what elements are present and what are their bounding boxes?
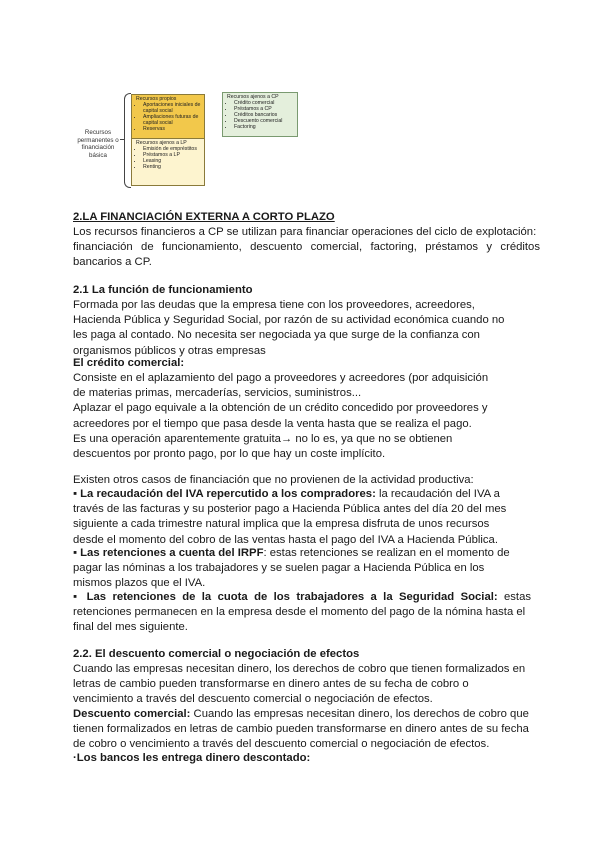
paragraph-line: Cuando las empresas necesitan dinero, los derechos de cobro que tienen formalizados en [73, 663, 526, 675]
paragraph-line: letras de cambio pueden transformarse en dinero antes de su fecha de cobro o [73, 678, 469, 691]
section-2-2-heading: 2.2. El descuento comercial o negociación de efectos [73, 648, 360, 660]
section-2-1-body [73, 298, 504, 359]
paragraph-line: acreedores por el tiempo que pasa desde la venta hasta que se realiza el pago. [73, 417, 472, 430]
paragraph-line: través de las facturas y su posterior pago a Hacienda Pública antes del día 20 del mes [73, 503, 507, 516]
section-2-body [73, 225, 540, 271]
paragraph-line: Hacienda Pública y Seguridad Social, por razón de su actividad económica cuando no [73, 314, 505, 327]
paragraph-line: les paga al contado. No necesita ser negociada ya que surge de la confianza con [73, 329, 480, 342]
paragraph-line: Es una operación aparentemente gratuita→ no lo es, ya que no se obtienen [73, 432, 453, 445]
credit-body [73, 371, 488, 462]
banks-discount-heading: ·Los bancos les entrega dinero descontado: [73, 752, 311, 764]
paragraph-line: Formada por las deudas que la empresa tiene con los proveedores, acreedores, [73, 299, 475, 311]
paragraph-line: vencimiento a través del descuento comercial o negociación de efectos. [73, 693, 433, 706]
paragraph-line: desde el momento del cobro de las ventas hasta el pago del IVA a Hacienda Pública. [73, 533, 498, 546]
paragraph-line: descuentos por pronto pago, por lo que hay un coste implícito. [73, 448, 386, 461]
section-2-heading: 2.LA FINANCIACIÓN EXTERNA A CORTO PLAZO [73, 211, 335, 223]
iva-paragraph [73, 487, 506, 548]
paragraph-line [73, 707, 529, 722]
section-2-2-body [73, 662, 525, 708]
credit-heading: El crédito comercial: [73, 357, 185, 369]
discount-bold-label: Descuento comercial: [73, 708, 191, 720]
paragraph-line: final del mes siguiente. [73, 621, 188, 634]
iva-inline-text: la recaudación del IVA a [375, 488, 500, 500]
other-financing-intro: Existen otros casos de financiación que no provienen de la actividad productiva: [73, 474, 474, 486]
ss-paragraph [73, 590, 531, 636]
ss-inline-text: estas [497, 591, 531, 603]
diagram-brace [124, 93, 131, 188]
paragraph-line [73, 590, 531, 605]
paragraph-line [73, 487, 506, 502]
paragraph-line: organismos públicos y otras empresas [73, 344, 266, 357]
financing-diagram [0, 0, 600, 200]
section-2-1-heading: 2.1 La función de funcionamiento [73, 284, 253, 296]
cp-resources-box: Recursos ajenos a CP • Crédito comercial • Préstamos a CP • Créditos bancarios • Descuento comercial • Factoring [222, 92, 298, 137]
paragraph-line: retenciones permanecen en la empresa desde el momento del pago de la nómina hasta el [73, 606, 526, 619]
paragraph-line: Los recursos financieros a CP se utilizan para financiar operaciones del ciclo de explotación: [73, 226, 537, 238]
paragraph-line: Aplazar el pago equivale a la obtención de un crédito concedido por proveedores y [73, 402, 488, 415]
irpf-paragraph [73, 546, 510, 592]
paragraph-line [73, 546, 510, 561]
diagram-left-label: Recursos permanentes o financiación básica [77, 129, 119, 159]
paragraph-line: de materias primas, mercaderías, servicios, suministros... [73, 387, 362, 400]
paragraph-line: pagar las nóminas a los trabajadores y se suelen pagar a Hacienda Pública en los [73, 562, 485, 575]
ss-bold-label: ▪ Las retenciones de la cuota de los trabajadores a la Seguridad Social: [73, 591, 498, 603]
irpf-bold-label: ▪ Las retenciones a cuenta del IRPF [73, 547, 264, 559]
paragraph-line: bancarios a CP. [73, 256, 152, 269]
paragraph-line: mismos plazos que el IVA. [73, 577, 206, 590]
discount-paragraph [73, 707, 529, 753]
paragraph-line: tienen formalizados en letras de cambio pueden transformarse en dinero antes de su fecha [73, 723, 529, 736]
own-resources-box: Recursos propios • Aportaciones iniciales de capital social • Ampliaciones futuras de capital social • Reservas [131, 94, 205, 139]
diagram-brace-tip [120, 139, 125, 140]
paragraph-line: financiación de funcionamiento, descuento comercial, factoring, préstamos y créditos [73, 241, 540, 254]
paragraph-line: de cobro o vencimiento a través del descuento comercial o negociación de efectos. [73, 738, 490, 751]
paragraph-line: Consiste en el aplazamiento del pago a proveedores y acreedores (por adquisición [73, 372, 489, 384]
irpf-inline-text: : estas retenciones se realizan en el momento de [263, 547, 510, 559]
paragraph-line: siguiente a cada trimestre natural implica que la empresa disfruta de unos recursos [73, 518, 490, 531]
iva-bold-label: ▪ La recaudación del IVA repercutido a los compradores: [73, 488, 376, 500]
discount-inline-text: Cuando las empresas necesitan dinero, los derechos de cobro que [190, 708, 529, 720]
lp-resources-box: Recursos ajenos a LP • Emisión de empréstitos • Préstamos a LP • Leasing • Renting [131, 139, 205, 186]
